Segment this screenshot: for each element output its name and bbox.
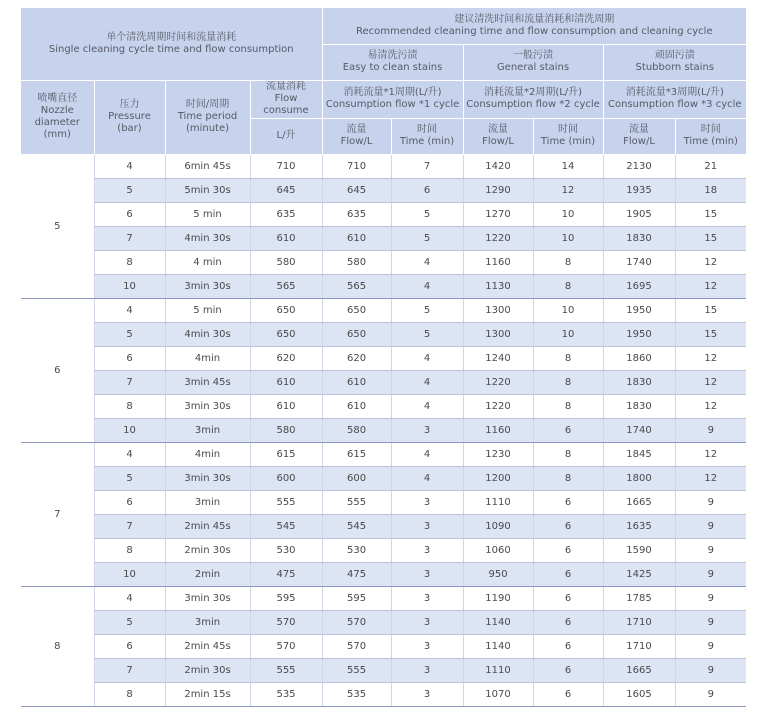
c1-time-cell: 4 [391, 250, 463, 274]
nozzle-header-unit: (mm) [43, 129, 71, 140]
c1-flow-cell: 475 [322, 562, 391, 586]
flow-consume-cell: 620 [250, 346, 322, 370]
table-row [21, 442, 746, 466]
c2-flow-cell: 1110 [463, 658, 533, 682]
flow-consume-cell: 530 [250, 538, 322, 562]
c2-time-cell: 6 [533, 682, 603, 706]
c2-time-cell: 8 [533, 442, 603, 466]
c1-time-cell: 3 [391, 418, 463, 442]
cycle3-header-en: Consumption flow *3 cycle [608, 99, 742, 110]
c3-time-cell: 12 [675, 370, 746, 394]
table-row [21, 682, 746, 706]
time-period-cell: 5 min [165, 202, 250, 226]
table-row [21, 226, 746, 250]
time-period-cell: 3min [165, 418, 250, 442]
c3-flow-cell: 1665 [603, 658, 675, 682]
cycle2-header-zh: 消耗流量*2周期(L/升) [483, 87, 583, 98]
pressure-cell: 7 [94, 226, 165, 250]
c1-flow-cell: 580 [322, 418, 391, 442]
c2-flow-cell: 1300 [463, 298, 533, 322]
c2-time-cell: 8 [533, 274, 603, 298]
c1-time-cell: 3 [391, 490, 463, 514]
flow-consume-cell: 615 [250, 442, 322, 466]
pressure-header-unit: (bar) [117, 123, 142, 134]
flow-consume-cell: 555 [250, 658, 322, 682]
c3-flow-cell: 1740 [603, 250, 675, 274]
stubborn-stains-zh: 顽固污渍 [654, 50, 695, 61]
pressure-header-zh: 压力 [119, 99, 140, 110]
c2-flow-cell: 1110 [463, 490, 533, 514]
general-stains-header [463, 44, 603, 80]
c3-time-cell: 9 [675, 418, 746, 442]
cycle1-header [322, 80, 463, 118]
table-row [21, 610, 746, 634]
c1-time-cell: 4 [391, 370, 463, 394]
c1-time-cell: 3 [391, 634, 463, 658]
pressure-cell: 6 [94, 634, 165, 658]
table-row [21, 202, 746, 226]
c2-time-cell: 8 [533, 370, 603, 394]
pressure-cell: 5 [94, 178, 165, 202]
c2-flow-cell: 1160 [463, 418, 533, 442]
c2-time-cell: 6 [533, 634, 603, 658]
c3-time-cell: 12 [675, 346, 746, 370]
c1-flow-cell: 570 [322, 610, 391, 634]
c1-time-cell: 3 [391, 682, 463, 706]
c2-time-cell: 8 [533, 466, 603, 490]
time-period-cell: 4min 30s [165, 322, 250, 346]
c3-time-cell: 9 [675, 586, 746, 610]
c2-time-cell: 10 [533, 298, 603, 322]
flow-consume-cell: 650 [250, 322, 322, 346]
c2-flow-cell: 1290 [463, 178, 533, 202]
table-row [21, 586, 746, 610]
recommended-header-en: Recommended cleaning time and flow consumption and cleaning cycle [355, 25, 713, 37]
nozzle-diameter-cell: 6 [21, 298, 94, 442]
table-row [21, 154, 746, 178]
flow-header-zh: 流量消耗 [266, 81, 306, 92]
c2-flow-cell: 1220 [463, 394, 533, 418]
c2-time-cell: 14 [533, 154, 603, 178]
c3-flow-cell: 1935 [603, 178, 675, 202]
c2-time-cell: 6 [533, 586, 603, 610]
pressure-cell: 6 [94, 346, 165, 370]
general-stains-zh: 一般污渍 [513, 50, 554, 61]
time-header-unit: (minute) [185, 123, 230, 134]
c3-flow-header [603, 118, 675, 154]
c1-flow-cell: 615 [322, 442, 391, 466]
time-period-cell: 4 min [165, 250, 250, 274]
c3-time-cell: 12 [675, 394, 746, 418]
c3-flow-cell: 1590 [603, 538, 675, 562]
single-cycle-header [21, 8, 322, 80]
nozzle-diameter-cell: 7 [21, 442, 94, 586]
pressure-cell: 5 [94, 466, 165, 490]
c2-time-cell: 6 [533, 562, 603, 586]
c3-flow-cell: 1695 [603, 274, 675, 298]
time-period-cell: 3min 45s [165, 370, 250, 394]
table-row [21, 298, 746, 322]
c1-time-cell: 3 [391, 514, 463, 538]
c1-time-cell: 6 [391, 178, 463, 202]
nozzle-diameter-cell: 8 [21, 586, 94, 706]
c1-time-en: Time (min) [399, 136, 455, 147]
table-row [21, 418, 746, 442]
c3-flow-cell: 1845 [603, 442, 675, 466]
flow-consume-cell: 580 [250, 418, 322, 442]
c2-flow-cell: 950 [463, 562, 533, 586]
c2-flow-cell: 1270 [463, 202, 533, 226]
time-period-cell: 3min 30s [165, 394, 250, 418]
flow-consume-cell: 535 [250, 682, 322, 706]
c1-flow-cell: 645 [322, 178, 391, 202]
flow-unit-label: L/升 [276, 130, 296, 141]
c1-time-cell: 5 [391, 226, 463, 250]
table-row [21, 178, 746, 202]
table-row [21, 394, 746, 418]
c1-flow-cell: 555 [322, 490, 391, 514]
c1-flow-cell: 635 [322, 202, 391, 226]
nozzle-header-en1: Nozzle [40, 105, 74, 116]
c1-flow-cell: 610 [322, 370, 391, 394]
table-row [21, 514, 746, 538]
c2-time-cell: 6 [533, 490, 603, 514]
recommended-header [322, 8, 746, 44]
c2-flow-en: Flow/L [482, 136, 514, 147]
table-row [21, 658, 746, 682]
flow-consume-cell: 610 [250, 394, 322, 418]
flow-consume-cell: 580 [250, 250, 322, 274]
c2-time-cell: 10 [533, 322, 603, 346]
time-period-cell: 4min [165, 442, 250, 466]
c1-time-cell: 5 [391, 202, 463, 226]
c1-time-cell: 3 [391, 658, 463, 682]
time-period-cell: 4min 30s [165, 226, 250, 250]
c3-time-cell: 15 [675, 322, 746, 346]
c2-flow-cell: 1230 [463, 442, 533, 466]
c1-time-cell: 4 [391, 442, 463, 466]
c1-time-cell: 3 [391, 610, 463, 634]
time-period-cell: 4min [165, 346, 250, 370]
c3-flow-cell: 1950 [603, 322, 675, 346]
time-period-cell: 3min 30s [165, 466, 250, 490]
general-stains-en: General stains [496, 62, 570, 73]
c3-time-cell: 9 [675, 514, 746, 538]
c3-time-cell: 9 [675, 610, 746, 634]
time-period-cell: 3min [165, 490, 250, 514]
c2-flow-zh: 流量 [488, 124, 509, 135]
table-row [21, 538, 746, 562]
time-period-cell: 3min 30s [165, 586, 250, 610]
time-period-cell: 2min 30s [165, 538, 250, 562]
flow-consume-cell: 610 [250, 226, 322, 250]
flow-consume-cell: 710 [250, 154, 322, 178]
cycle1-header-zh: 消耗流量*1周期(L/升) [343, 87, 442, 98]
c2-flow-cell: 1130 [463, 274, 533, 298]
c3-flow-cell: 1830 [603, 394, 675, 418]
c3-flow-cell: 1425 [603, 562, 675, 586]
stubborn-stains-en: Stubborn stains [635, 62, 715, 73]
c3-flow-cell: 1710 [603, 610, 675, 634]
easy-stains-header [322, 44, 463, 80]
c2-time-header [533, 118, 603, 154]
c3-flow-cell: 1860 [603, 346, 675, 370]
table-body [21, 154, 746, 706]
c3-flow-cell: 1800 [603, 466, 675, 490]
c1-flow-cell: 610 [322, 394, 391, 418]
c2-flow-header [463, 118, 533, 154]
c2-time-cell: 6 [533, 658, 603, 682]
c1-time-cell: 3 [391, 586, 463, 610]
c1-flow-cell: 595 [322, 586, 391, 610]
flow-consume-cell: 645 [250, 178, 322, 202]
easy-stains-en: Easy to clean stains [342, 62, 443, 73]
c2-time-cell: 8 [533, 346, 603, 370]
pressure-cell: 4 [94, 154, 165, 178]
c2-time-cell: 6 [533, 418, 603, 442]
c1-time-cell: 5 [391, 322, 463, 346]
c2-flow-cell: 1160 [463, 250, 533, 274]
c3-time-cell: 9 [675, 682, 746, 706]
pressure-cell: 7 [94, 514, 165, 538]
c1-time-cell: 4 [391, 466, 463, 490]
time-period-cell: 6min 45s [165, 154, 250, 178]
c1-flow-cell: 580 [322, 250, 391, 274]
c2-flow-cell: 1190 [463, 586, 533, 610]
pressure-cell: 5 [94, 610, 165, 634]
cycle3-header [603, 80, 746, 118]
c2-time-cell: 8 [533, 250, 603, 274]
c3-flow-cell: 2130 [603, 154, 675, 178]
c2-flow-cell: 1060 [463, 538, 533, 562]
c1-time-cell: 4 [391, 274, 463, 298]
c2-flow-cell: 1070 [463, 682, 533, 706]
c2-time-cell: 10 [533, 226, 603, 250]
pressure-cell: 8 [94, 250, 165, 274]
c2-flow-cell: 1300 [463, 322, 533, 346]
pressure-cell: 6 [94, 202, 165, 226]
time-period-cell: 5 min [165, 298, 250, 322]
pressure-cell: 8 [94, 538, 165, 562]
c3-time-zh: 时间 [700, 124, 721, 135]
c3-flow-en: Flow/L [623, 136, 655, 147]
c3-time-cell: 9 [675, 634, 746, 658]
c3-time-cell: 12 [675, 466, 746, 490]
c3-flow-cell: 1665 [603, 490, 675, 514]
time-period-cell: 2min 45s [165, 514, 250, 538]
c1-time-zh: 时间 [417, 124, 438, 135]
c3-flow-cell: 1635 [603, 514, 675, 538]
c1-flow-cell: 650 [322, 298, 391, 322]
c2-time-zh: 时间 [558, 124, 579, 135]
c1-flow-cell: 545 [322, 514, 391, 538]
c2-time-cell: 8 [533, 394, 603, 418]
time-period-cell: 2min [165, 562, 250, 586]
flow-consume-header [250, 80, 322, 118]
table-row [21, 322, 746, 346]
flow-unit-header [250, 118, 322, 154]
c3-flow-cell: 1830 [603, 370, 675, 394]
pressure-cell: 5 [94, 322, 165, 346]
c1-time-cell: 3 [391, 562, 463, 586]
time-period-cell: 3min [165, 610, 250, 634]
pressure-cell: 7 [94, 658, 165, 682]
single-cycle-header-zh: 单个清洗周期时间和流量消耗 [106, 31, 237, 43]
nozzle-diameter-cell: 5 [21, 154, 94, 298]
c3-time-cell: 12 [675, 250, 746, 274]
c3-flow-zh: 流量 [629, 124, 650, 135]
pressure-cell: 8 [94, 682, 165, 706]
table-row [21, 274, 746, 298]
c3-flow-cell: 1950 [603, 298, 675, 322]
pressure-cell: 10 [94, 418, 165, 442]
single-cycle-header-en: Single cleaning cycle time and flow consumption [48, 43, 294, 55]
c1-time-cell: 5 [391, 298, 463, 322]
flow-consume-cell: 570 [250, 610, 322, 634]
c3-time-cell: 18 [675, 178, 746, 202]
c3-time-cell: 15 [675, 226, 746, 250]
time-period-cell: 2min 45s [165, 634, 250, 658]
c2-flow-cell: 1140 [463, 634, 533, 658]
flow-consume-cell: 595 [250, 586, 322, 610]
flow-header-en2: consume [263, 105, 309, 116]
pressure-cell: 7 [94, 370, 165, 394]
c1-time-cell: 3 [391, 538, 463, 562]
c3-flow-cell: 1740 [603, 418, 675, 442]
c2-flow-cell: 1200 [463, 466, 533, 490]
c3-time-cell: 9 [675, 562, 746, 586]
nozzle-header-zh: 喷嘴直径 [37, 93, 78, 104]
c3-time-header [675, 118, 746, 154]
c3-time-cell: 9 [675, 658, 746, 682]
table-header [21, 8, 746, 154]
cleaning-table-container [21, 8, 746, 707]
c2-time-cell: 10 [533, 202, 603, 226]
c2-flow-cell: 1140 [463, 610, 533, 634]
table-row [21, 346, 746, 370]
c3-time-cell: 21 [675, 154, 746, 178]
flow-consume-cell: 565 [250, 274, 322, 298]
cycle2-header-en: Consumption flow *2 cycle [466, 99, 600, 110]
c1-flow-cell: 650 [322, 322, 391, 346]
c1-time-header [391, 118, 463, 154]
c2-flow-cell: 1420 [463, 154, 533, 178]
c3-time-cell: 9 [675, 490, 746, 514]
c3-flow-cell: 1905 [603, 202, 675, 226]
pressure-cell: 10 [94, 562, 165, 586]
time-period-header [165, 80, 250, 154]
pressure-cell: 4 [94, 586, 165, 610]
c3-flow-cell: 1785 [603, 586, 675, 610]
c3-flow-cell: 1710 [603, 634, 675, 658]
c2-flow-cell: 1220 [463, 370, 533, 394]
recommended-header-zh: 建议清洗时间和流量消耗和清洗周期 [454, 13, 615, 25]
c1-time-cell: 4 [391, 346, 463, 370]
pressure-cell: 4 [94, 298, 165, 322]
time-header-zh: 时间/周期 [185, 99, 230, 110]
c1-flow-en: Flow/L [340, 136, 373, 147]
table-row [21, 466, 746, 490]
c3-time-cell: 12 [675, 274, 746, 298]
c1-flow-cell: 710 [322, 154, 391, 178]
pressure-cell: 4 [94, 442, 165, 466]
flow-consume-cell: 475 [250, 562, 322, 586]
pressure-header [94, 80, 165, 154]
c2-time-cell: 6 [533, 538, 603, 562]
table-row [21, 490, 746, 514]
flow-consume-cell: 555 [250, 490, 322, 514]
cleaning-cycle-table [21, 8, 746, 707]
c3-flow-cell: 1830 [603, 226, 675, 250]
pressure-header-en: Pressure [108, 111, 151, 122]
c1-flow-cell: 620 [322, 346, 391, 370]
c3-time-cell: 9 [675, 538, 746, 562]
cycle3-header-zh: 消耗流量*3周期(L/升) [625, 87, 724, 98]
cycle1-header-en: Consumption flow *1 cycle [325, 99, 460, 110]
c3-time-cell: 12 [675, 442, 746, 466]
c1-flow-cell: 530 [322, 538, 391, 562]
nozzle-header-en2: diameter [34, 117, 80, 128]
time-header-en: Time period [177, 111, 238, 122]
table-row [21, 634, 746, 658]
pressure-cell: 6 [94, 490, 165, 514]
time-period-cell: 3min 30s [165, 274, 250, 298]
c2-time-en: Time (min) [540, 136, 596, 147]
c1-flow-cell: 555 [322, 658, 391, 682]
c3-time-cell: 15 [675, 298, 746, 322]
pressure-cell: 8 [94, 394, 165, 418]
easy-stains-zh: 易清洗污渍 [367, 50, 418, 61]
time-period-cell: 5min 30s [165, 178, 250, 202]
table-row [21, 370, 746, 394]
cycle2-header [463, 80, 603, 118]
c2-time-cell: 6 [533, 514, 603, 538]
c3-time-en: Time (min) [683, 136, 738, 147]
nozzle-diameter-header [21, 80, 94, 154]
time-period-cell: 2min 30s [165, 658, 250, 682]
flow-consume-cell: 570 [250, 634, 322, 658]
c2-flow-cell: 1220 [463, 226, 533, 250]
c1-flow-header [322, 118, 391, 154]
flow-consume-cell: 635 [250, 202, 322, 226]
c1-flow-cell: 565 [322, 274, 391, 298]
flow-consume-cell: 545 [250, 514, 322, 538]
c2-time-cell: 12 [533, 178, 603, 202]
stubborn-stains-header [603, 44, 746, 80]
c1-flow-cell: 535 [322, 682, 391, 706]
flow-consume-cell: 650 [250, 298, 322, 322]
c2-flow-cell: 1090 [463, 514, 533, 538]
table-row [21, 562, 746, 586]
flow-consume-cell: 600 [250, 466, 322, 490]
c1-flow-zh: 流量 [346, 124, 367, 135]
c1-time-cell: 7 [391, 154, 463, 178]
c1-time-cell: 4 [391, 394, 463, 418]
table-row [21, 250, 746, 274]
c1-flow-cell: 600 [322, 466, 391, 490]
time-period-cell: 2min 15s [165, 682, 250, 706]
c2-time-cell: 6 [533, 610, 603, 634]
c1-flow-cell: 570 [322, 634, 391, 658]
c1-flow-cell: 610 [322, 226, 391, 250]
flow-consume-cell: 610 [250, 370, 322, 394]
c3-time-cell: 15 [675, 202, 746, 226]
c2-flow-cell: 1240 [463, 346, 533, 370]
c3-flow-cell: 1605 [603, 682, 675, 706]
flow-header-en1: Flow [274, 93, 298, 104]
pressure-cell: 10 [94, 274, 165, 298]
